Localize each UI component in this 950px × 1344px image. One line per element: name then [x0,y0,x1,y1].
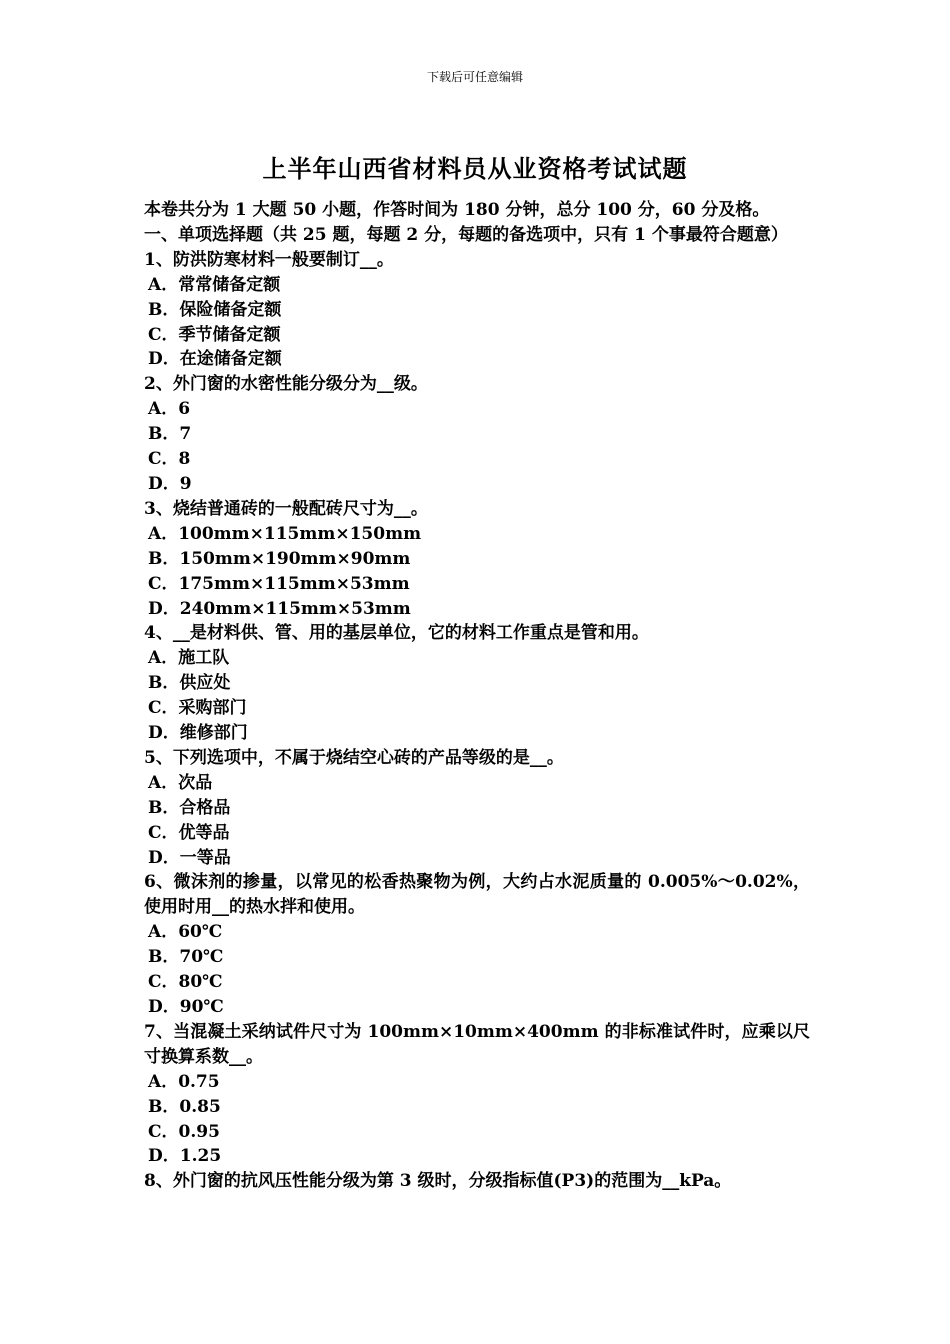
question-stem: 5、下列选项中，不属于烧结空心砖的产品等级的是__。 [144,747,564,768]
answer-option: C．0.95 [148,1121,220,1142]
answer-option: B．0.85 [148,1096,221,1117]
document-body [144,198,810,1194]
section-heading: 一、单项选择题（共 25 题，每题 2 分，每题的备选项中，只有 1 个事最符合题意） [144,224,788,245]
question-item [144,372,810,497]
question-item [144,870,810,1019]
answer-option: D．维修部门 [148,723,248,744]
answer-option: A．常常储备定额 [148,274,281,295]
question-stem: 4、__是材料供、管、用的基层单位，它的材料工作重点是管和用。 [144,623,649,644]
answer-option: C．8 [148,449,191,470]
question-stem: 8、外门窗的抗风压性能分级为第 3 级时，分级指标值(P3)的范围为__kPa。 [144,1171,732,1192]
answer-option: D．90℃ [148,997,224,1017]
answer-option: B．供应处 [148,673,231,694]
document-title: 上半年山西省材料员从业资格考试试题 [262,154,688,183]
question-stem: 2、外门窗的水密性能分级分为__级。 [144,374,428,395]
answer-option: C．175mm×115mm×53mm [148,573,410,594]
question-item [144,1169,810,1194]
answer-option: C．采购部门 [148,698,247,719]
answer-option: C．季节储备定额 [148,324,281,345]
answer-option: A．0.75 [148,1071,220,1092]
answer-option: A．施工队 [148,648,230,669]
answer-option: B．保险储备定额 [148,299,282,320]
answer-option: B．150mm×190mm×90mm [148,548,411,569]
question-item [144,497,810,622]
answer-option: C．优等品 [148,822,230,843]
answer-option: B．70℃ [148,947,224,968]
answer-option: A．次品 [148,772,213,793]
question-stem: 7、当混凝土采纳试件尺寸为 100mm×10mm×400mm 的非标准试件时，应乘以尺寸换算系数__。 [144,1021,810,1067]
question-stem: 6、微沫剂的掺量，以常见的松香热聚物为例，大约占水泥质量的 0.005%～0.02%，使用时用__的热水拌和使用。 [144,872,810,918]
answer-option: B．合格品 [148,797,231,818]
answer-option: D．9 [148,473,192,494]
exam-intro: 本卷共分为 1 大题 50 小题，作答时间为 180 分钟，总分 100 分，60 分及格。 [144,200,770,220]
answer-option: C．80℃ [148,972,223,993]
question-item [144,1020,810,1169]
question-item [144,621,810,746]
answer-option: A．60℃ [148,922,223,943]
question-list [144,248,810,1194]
question-stem: 3、烧结普通砖的一般配砖尺寸为__。 [144,498,428,519]
question-item [144,746,810,871]
answer-option: A．6 [148,399,191,420]
answer-option: D．240mm×115mm×53mm [148,598,411,619]
answer-option: B．7 [148,424,192,445]
question-stem: 1、防洪防寒材料一般要制订__。 [144,249,394,270]
header-note: 下载后可任意编辑 [426,70,523,84]
answer-option: A．100mm×115mm×150mm [148,523,422,544]
question-item [144,248,810,373]
answer-option: D．1.25 [148,1146,222,1167]
answer-option: D．在途储备定额 [148,349,282,370]
answer-option: D．一等品 [148,847,231,868]
